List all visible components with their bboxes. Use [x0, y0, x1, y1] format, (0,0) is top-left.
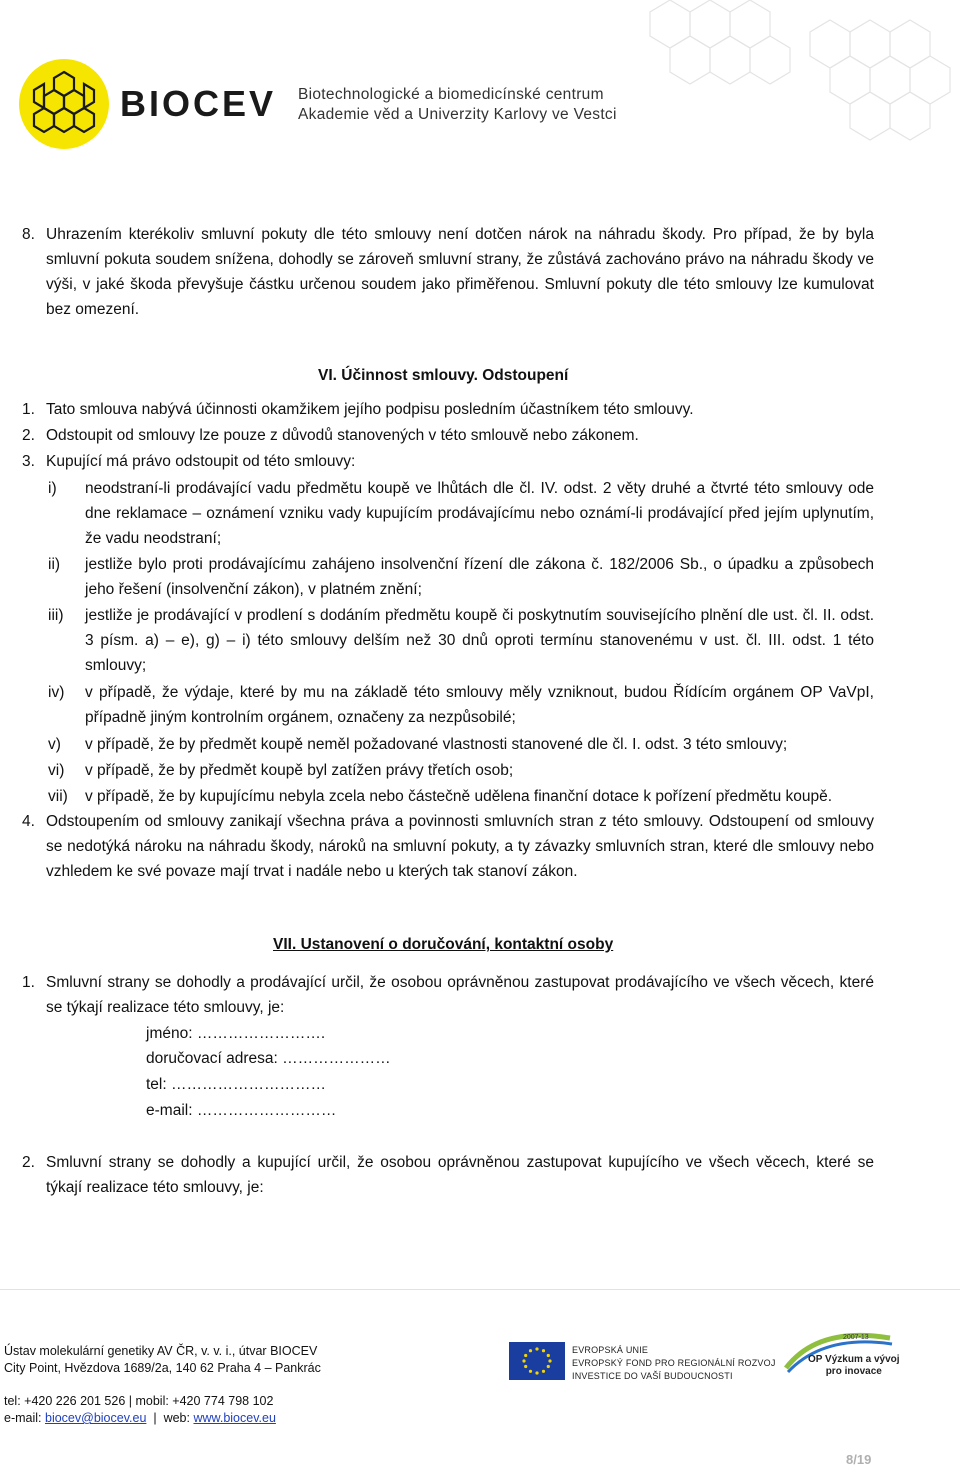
- subitem-vi: v případě, že by předmět koupě byl zatížen právy třetích osob;: [85, 762, 514, 779]
- subitem-v: v případě, že by předmět koupě neměl požadované vlastnosti stanovené dle čl. I. odst. 3 této smlouvy;: [85, 736, 788, 753]
- paragraph-vi-4: Odstoupením od smlouvy zanikají všechna práva a povinnosti smluvních stran z této smlouvy. Odstoupení od smlouvy se nedotýká nároku na náhradu škody, nároků na smluvní pokuty, a ty závazky smluvních stran, které dle smlouvy nebo vzhledem ke své povaze mají trvat i nadále nebo u kterých tak stanoví zákon.: [46, 813, 874, 880]
- footer-contact-line: [4, 1410, 276, 1426]
- footer-org-name: Ústav molekulární genetiky AV ČR, v. v. i., útvar BIOCEV: [4, 1344, 318, 1358]
- eu-flag-icon: [509, 1342, 565, 1380]
- item-number: 3.: [22, 453, 35, 470]
- email-link[interactable]: biocev@biocev.eu: [45, 1411, 147, 1425]
- subitem-number: ii): [48, 556, 61, 573]
- eu-line-3: INVESTICE DO VAŠÍ BUDOUCNOSTI: [572, 1371, 733, 1381]
- eu-line-1: EVROPSKÁ UNIE: [572, 1345, 649, 1355]
- subitem-iii: jestliže je prodávající v prodlení s dodáním předmětu koupě či poskytnutím souvisejícího plnění dle ust. čl. II. odst. 3 písm. a) – e), g) – i) této smlouvy delším než 30 dnů oproti termínu stanovenému v ust. čl. III. odst. 1 této smlouvy;: [85, 607, 874, 674]
- eu-line-2: EVROPSKÝ FOND PRO REGIONÁLNÍ ROZVOJ: [572, 1358, 776, 1368]
- email-label: e-mail:: [4, 1411, 42, 1425]
- section-heading-vi: VI. Účinnost smlouvy. Odstoupení: [318, 367, 569, 384]
- item-number: 1.: [22, 401, 35, 418]
- paragraph-vii-1: Smluvní strany se dohodly a prodávající určil, že osobou oprávněnou zastupovat prodávajícího ve všech věcech, které se týkají realizace této smlouvy, je:: [46, 974, 874, 1016]
- item-number: 2.: [22, 427, 35, 444]
- subitem-number: vi): [48, 762, 65, 779]
- paragraph-vi-1: Tato smlouva nabývá účinnosti okamžikem jejího podpisu posledním účastníkem této smlouvy.: [46, 401, 694, 418]
- eu-funding-text: [572, 1344, 776, 1383]
- web-label: web:: [163, 1411, 190, 1425]
- footer-address: City Point, Hvězdova 1689/2a, 140 62 Praha 4 – Pankrác: [4, 1361, 321, 1375]
- subitem-ii: jestliže bylo proti prodávajícímu zahájeno insolvenční řízení dle zákona č. 182/2006 Sb., o úpadku a způsobech jeho řešení (insolvenční zákon), v platném znění;: [85, 556, 874, 598]
- section-heading-vii: VII. Ustanovení o doručování, kontaktní osoby: [273, 936, 614, 953]
- hexagon-pattern-decoration: [610, 0, 960, 170]
- field-email: e-mail: ………………………: [146, 1102, 337, 1119]
- item-number: 2.: [22, 1154, 35, 1171]
- biocev-logo-icon: [18, 58, 110, 150]
- footer-divider: [0, 1289, 960, 1290]
- op-program-name: [808, 1354, 900, 1378]
- field-address: doručovací adresa: …………………: [146, 1050, 391, 1067]
- subitem-vii: v případě, že by kupujícímu nebyla zcela nebo částečně udělena finanční dotace k pořízení předmětu koupě.: [85, 788, 833, 805]
- field-phone: tel: …………………………: [146, 1076, 326, 1093]
- op-years: 2007-13: [843, 1334, 869, 1341]
- paragraph-vii-2: Smluvní strany se dohodly a kupující určil, že osobou oprávněnou zastupovat kupujícího ve všech věcech, které se týkají realizace této smlouvy, je:: [46, 1154, 874, 1196]
- subitem-i: neodstraní-li prodávající vadu předmětu koupě ve lhůtách dle čl. IV. odst. 2 věty druhé a čtvrté této smlouvy ode dne reklamace – oznámení vzniku vady kupujícím prodávajícímu nebo oznámí-li prodávající před jejím uplynutím, že vadu neodstraní;: [85, 480, 874, 547]
- separator: |: [149, 1411, 161, 1425]
- subitem-number: vii): [48, 788, 68, 805]
- item-number: 1.: [22, 974, 35, 991]
- field-name: jméno: …………………….: [146, 1025, 326, 1042]
- institution-name: Biotechnologické a biomedicínské centrum: [298, 86, 604, 103]
- item-number: 8.: [22, 226, 35, 243]
- paragraph-vi-3: Kupující má právo odstoupit od této smlouvy:: [46, 453, 356, 470]
- subitem-number: iv): [48, 684, 65, 701]
- op-line-1: OP Výzkum a vývoj: [808, 1354, 900, 1365]
- web-link[interactable]: www.biocev.eu: [193, 1411, 276, 1425]
- paragraph-vi-2: Odstoupit od smlouvy lze pouze z důvodů stanovených v této smlouvě nebo zákonem.: [46, 427, 639, 444]
- item-number: 4.: [22, 813, 35, 830]
- subitem-number: i): [48, 480, 57, 497]
- logo-text: BIOCEV: [120, 83, 277, 124]
- institution-subtitle: Akademie věd a Univerzity Karlovy ve Vestci: [298, 106, 617, 123]
- subitem-number: v): [48, 736, 61, 753]
- op-line-2: pro inovace: [825, 1366, 882, 1377]
- footer-phone: tel: +420 226 201 526 | mobil: +420 774 798 102: [4, 1394, 274, 1408]
- page-number: 8/19: [846, 1452, 872, 1467]
- subitem-iv: v případě, že výdaje, které by mu na základě této smlouvy měly vzniknout, budou Řídícím orgánem OP VaVpI, případně jiným kontrolním orgánem, označeny za nezpůsobilé;: [85, 684, 874, 726]
- paragraph-item-8: Uhrazením kterékoliv smluvní pokuty dle této smlouvy není dotčen nárok na náhradu škody. Pro případ, že by byla smluvní pokuta soudem snížena, dohodly se zároveň smluvní strany, že zůstává zachováno právo na náhradu škody ve výši, v jaké škoda převyšuje částku určenou soudem jako přiměřenou. Smluvní pokuty dle této smlouvy lze kumulovat bez omezení.: [46, 226, 874, 318]
- subitem-number: iii): [48, 607, 64, 624]
